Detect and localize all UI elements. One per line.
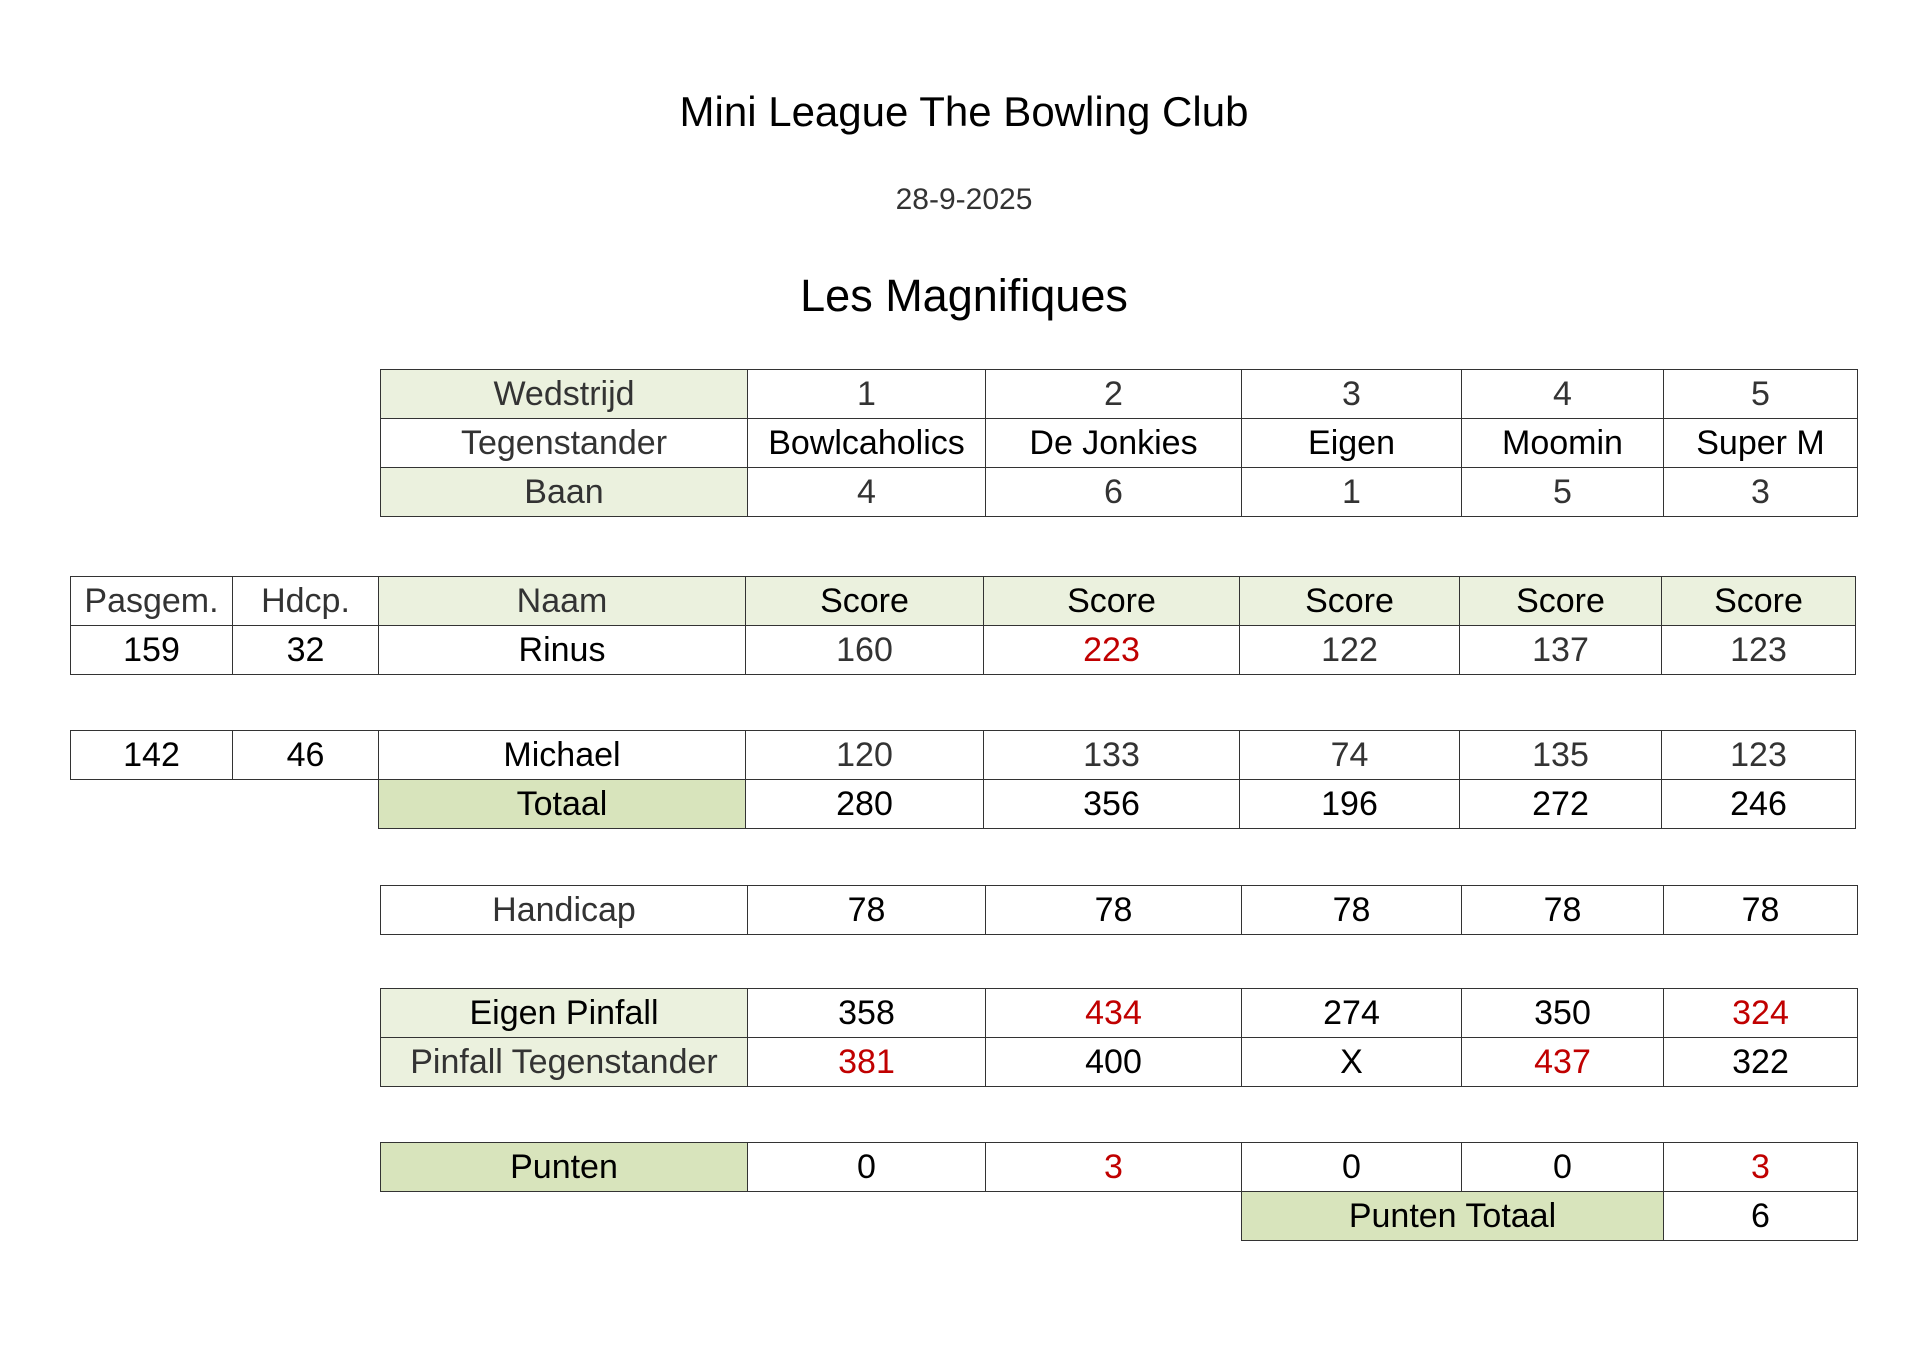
handicap-table (380, 885, 1858, 935)
eigen-pinfall-label: Eigen Pinfall (381, 989, 748, 1038)
punten-totaal-label: Punten Totaal (1242, 1192, 1664, 1241)
wedstrijd-row (381, 370, 1858, 419)
match-info-table (380, 369, 1858, 517)
punten-totaal-value: 6 (1664, 1192, 1858, 1241)
tegen-pinfall-label: Pinfall Tegenstander (381, 1038, 748, 1087)
score-header: Score (1240, 577, 1460, 626)
punten-table (380, 1142, 1858, 1241)
match-number: 1 (748, 370, 986, 419)
totaal-value: 280 (746, 780, 984, 829)
opponent-name: Super M (1664, 419, 1858, 468)
players-table (70, 576, 1856, 675)
handicap-row (381, 886, 1858, 935)
tegen-pinfall-row (381, 1038, 1858, 1087)
eigen-pinfall-value: 350 (1462, 989, 1664, 1038)
punten-value: 0 (748, 1143, 986, 1192)
score-header: Score (1460, 577, 1662, 626)
page-title: Mini League The Bowling Club (679, 88, 1249, 135)
player-score: 137 (1460, 626, 1662, 675)
team-name: Les Magnifiques (800, 270, 1128, 321)
lane-number: 6 (986, 468, 1242, 517)
match-number: 4 (1462, 370, 1664, 419)
totaal-value: 196 (1240, 780, 1460, 829)
pinfall-table (380, 988, 1858, 1087)
player-score: 74 (1240, 731, 1460, 780)
player-score: 123 (1662, 626, 1856, 675)
player-score: 120 (746, 731, 984, 780)
player-score: 122 (1240, 626, 1460, 675)
punten-totaal-row (381, 1192, 1858, 1241)
player-score-highlight: 223 (984, 626, 1240, 675)
totaal-value: 246 (1662, 780, 1856, 829)
tegen-pinfall-value: 322 (1664, 1038, 1858, 1087)
punten-value: 0 (1462, 1143, 1664, 1192)
match-number: 3 (1242, 370, 1462, 419)
player-score: 133 (984, 731, 1240, 780)
match-number: 2 (986, 370, 1242, 419)
lane-number: 4 (748, 468, 986, 517)
players-header-row (71, 577, 1856, 626)
tegenstander-row (381, 419, 1858, 468)
tegen-pinfall-value: X (1242, 1038, 1462, 1087)
totaal-label: Totaal (379, 780, 746, 829)
score-header: Score (746, 577, 984, 626)
eigen-pinfall-row (381, 989, 1858, 1038)
player-hdcp: 46 (233, 731, 379, 780)
eigen-pinfall-value-highlight: 434 (986, 989, 1242, 1038)
handicap-value: 78 (1462, 886, 1664, 935)
punten-value-highlight: 3 (1664, 1143, 1858, 1192)
score-header: Score (984, 577, 1240, 626)
opponent-name: Moomin (1462, 419, 1664, 468)
baan-label: Baan (381, 468, 748, 517)
eigen-pinfall-value: 274 (1242, 989, 1462, 1038)
wedstrijd-label: Wedstrijd (381, 370, 748, 419)
player-name: Rinus (379, 626, 746, 675)
player-pasgem: 159 (71, 626, 233, 675)
totaal-row (71, 780, 1856, 829)
totaal-value: 272 (1460, 780, 1662, 829)
tegen-pinfall-value: 400 (986, 1038, 1242, 1087)
handicap-value: 78 (986, 886, 1242, 935)
player-pasgem: 142 (71, 731, 233, 780)
lane-number: 1 (1242, 468, 1462, 517)
player-score: 123 (1662, 731, 1856, 780)
punten-row (381, 1143, 1858, 1192)
tegenstander-label: Tegenstander (381, 419, 748, 468)
punten-label: Punten (381, 1143, 748, 1192)
lane-number: 5 (1462, 468, 1664, 517)
match-number: 5 (1664, 370, 1858, 419)
lane-number: 3 (1664, 468, 1858, 517)
handicap-value: 78 (748, 886, 986, 935)
player-hdcp: 32 (233, 626, 379, 675)
tegen-pinfall-value-highlight: 381 (748, 1038, 986, 1087)
baan-row (381, 468, 1858, 517)
player-row-rinus (71, 626, 1856, 675)
pasgem-header: Pasgem. (71, 577, 233, 626)
player-name: Michael (379, 731, 746, 780)
player-score: 160 (746, 626, 984, 675)
eigen-pinfall-value-highlight: 324 (1664, 989, 1858, 1038)
punten-value: 0 (1242, 1143, 1462, 1192)
handicap-value: 78 (1664, 886, 1858, 935)
player-score: 135 (1460, 731, 1662, 780)
totaal-value: 356 (984, 780, 1240, 829)
tegen-pinfall-value-highlight: 437 (1462, 1038, 1664, 1087)
players-table-2 (70, 730, 1856, 829)
naam-header: Naam (379, 577, 746, 626)
opponent-name: De Jonkies (986, 419, 1242, 468)
hdcp-header: Hdcp. (233, 577, 379, 626)
match-date: 28-9-2025 (895, 183, 1033, 216)
player-row-michael (71, 731, 1856, 780)
handicap-value: 78 (1242, 886, 1462, 935)
opponent-name: Bowlcaholics (748, 419, 986, 468)
punten-value-highlight: 3 (986, 1143, 1242, 1192)
eigen-pinfall-value: 358 (748, 989, 986, 1038)
opponent-name: Eigen (1242, 419, 1462, 468)
handicap-label: Handicap (381, 886, 748, 935)
score-header: Score (1662, 577, 1856, 626)
